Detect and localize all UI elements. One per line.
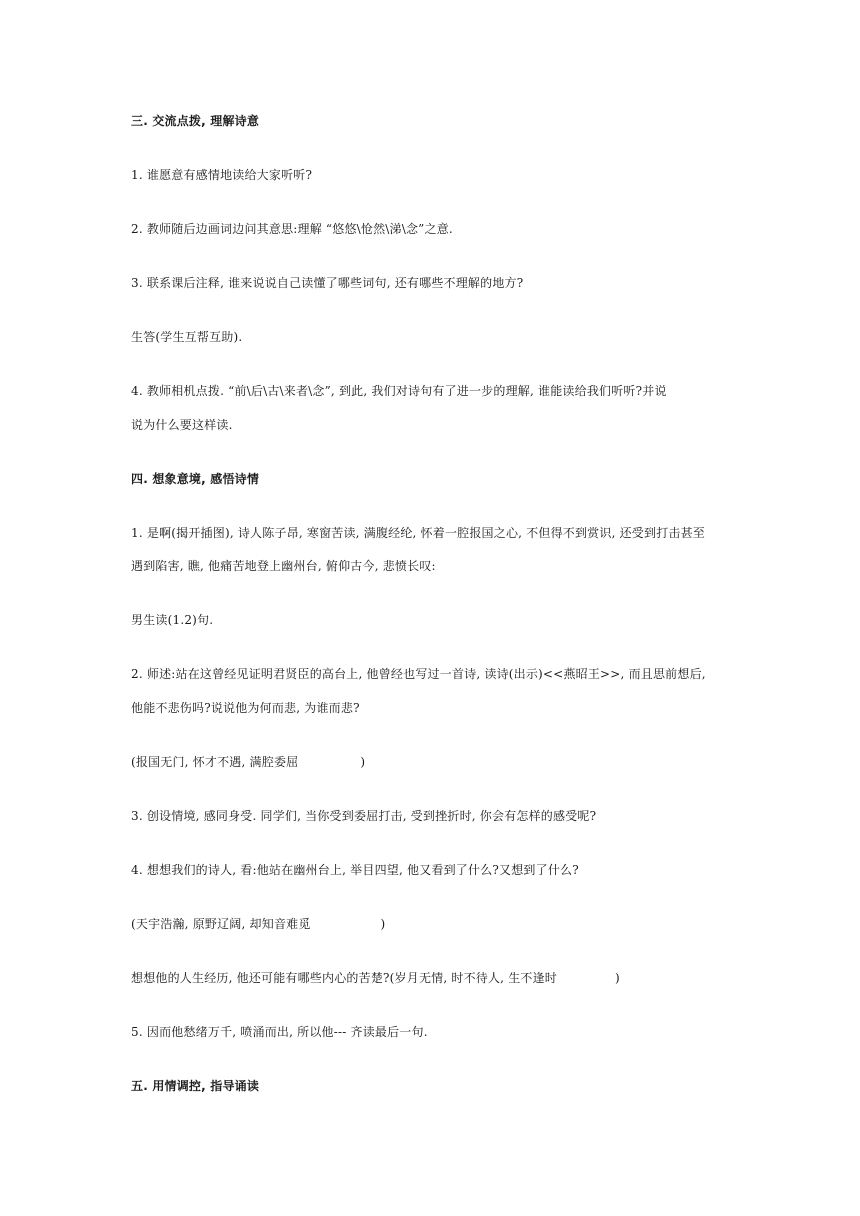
answer-close-paren: ) bbox=[360, 755, 366, 769]
paragraph: 1. 是啊(揭开插图), 诗人陈子昂, 寒窗苦读, 满腹经纶, 怀着一腔报国之心, 不但得不到赏识, 还受到打击甚至 bbox=[131, 526, 706, 540]
paragraph: 4. 教师相机点拨. “前\后\古\来者\念”, 到此, 我们对诗句有了进一步的理解, 谁能读给我们听听?并说 bbox=[131, 384, 667, 398]
paragraph: 2. 教师随后边画词边问其意思:理解 “悠悠\怆然\涕\念”之意. bbox=[131, 222, 453, 236]
paragraph: 5. 因而他愁绪万千, 喷涌而出, 所以他--- 齐读最后一句. bbox=[131, 1025, 428, 1039]
paragraph: 男生读(1.2)句. bbox=[131, 613, 214, 627]
answer-text: (报国无门, 怀才不遇, 满腔委屈 bbox=[131, 755, 299, 769]
section-heading-4: 四. 想象意境, 感悟诗情 bbox=[131, 472, 260, 486]
paragraph: 3. 创设情境, 感同身受. 同学们, 当你受到委屈打击, 受到挫折时, 你会有怎样的感受呢? bbox=[131, 809, 597, 823]
paragraph: 生答(学生互帮互助). bbox=[131, 330, 243, 344]
paragraph-continuation: 他能不悲伤吗?说说他为何而悲, 为谁而悲? bbox=[131, 701, 360, 715]
section-heading-5: 五. 用情调控, 指导诵读 bbox=[131, 1079, 260, 1093]
paragraph: 4. 想想我们的诗人, 看:他站在幽州台上, 举目四望, 他又看到了什么?又想到了什么? bbox=[131, 863, 579, 877]
answer-text: 想想他的人生经历, 他还可能有哪些内心的苦楚?(岁月无情, 时不待人, 生不逢时 bbox=[131, 971, 558, 985]
paragraph-answer bbox=[131, 916, 385, 932]
section-heading-3: 三. 交流点拨, 理解诗意 bbox=[131, 114, 260, 128]
paragraph-continuation: 遇到陷害, 瞧, 他痛苦地登上幽州台, 俯仰古今, 悲愤长叹: bbox=[131, 559, 436, 573]
paragraph-answer bbox=[131, 754, 365, 770]
paragraph: 1. 谁愿意有感情地读给大家听听? bbox=[131, 168, 313, 182]
answer-text: (天宇浩瀚, 原野辽阔, 却知音难觅 bbox=[131, 917, 311, 931]
paragraph: 3. 联系课后注释, 谁来说说自己读懂了哪些词句, 还有哪些不理解的地方? bbox=[131, 276, 524, 290]
answer-close-paren: ) bbox=[380, 917, 386, 931]
answer-close-paren: ) bbox=[615, 971, 620, 985]
paragraph-answer bbox=[131, 970, 620, 986]
paragraph-continuation: 说为什么要这样读. bbox=[131, 418, 233, 432]
paragraph: 2. 师述:站在这曾经见证明君贤臣的高台上, 他曾经也写过一首诗, 读诗(出示)<<燕昭王>>, 而且思前想后, bbox=[131, 667, 706, 681]
